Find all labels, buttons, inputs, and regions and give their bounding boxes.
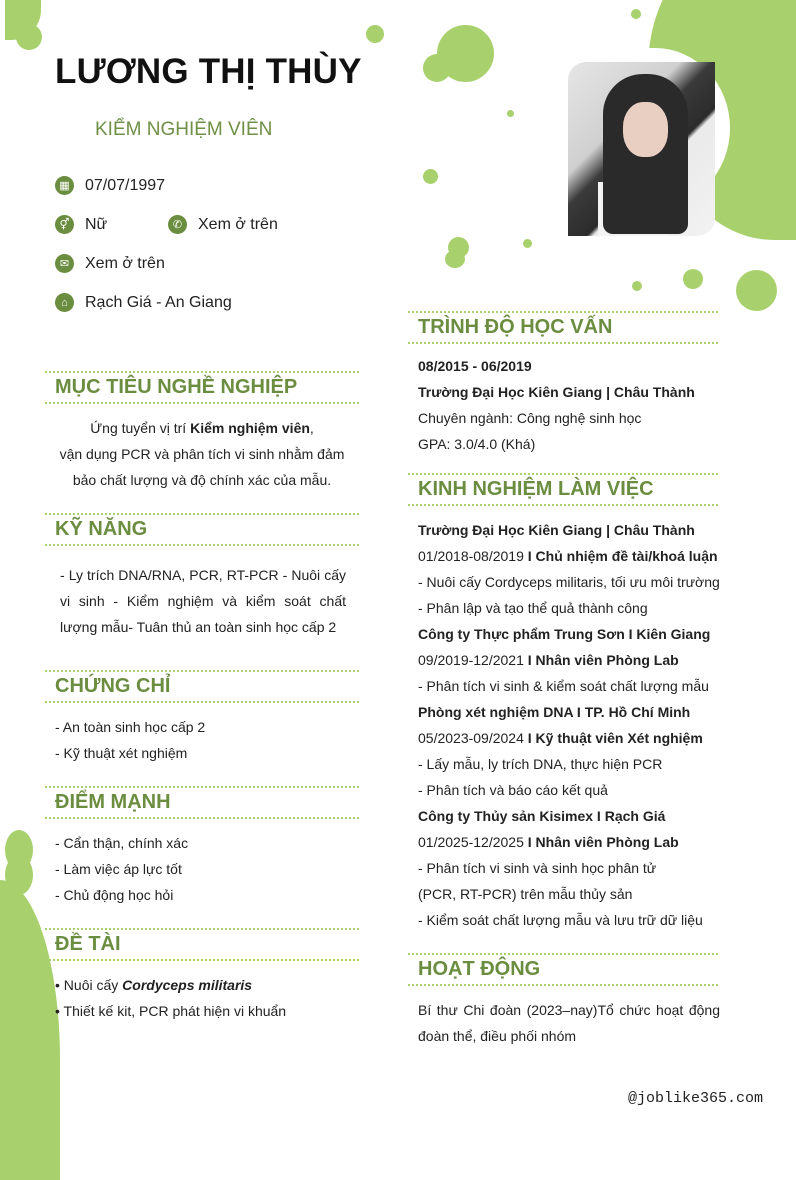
phone-icon: ✆ xyxy=(168,215,187,234)
decor-blob xyxy=(5,855,33,895)
section-title-education: TRÌNH ĐỘ HỌC VẤN xyxy=(408,311,718,344)
section-title-experience: KINH NGHIỆM LÀM VIỆC xyxy=(408,473,718,506)
activities-text: Bí thư Chi đoàn (2023–nay)Tổ chức hoạt động đoàn thể, điều phối nhóm xyxy=(418,1002,720,1044)
decor-circle xyxy=(736,270,777,311)
decor-blob xyxy=(16,24,42,50)
section-title-skills: KỸ NĂNG xyxy=(45,513,359,546)
candidate-name: LƯƠNG THỊ THÙY xyxy=(55,52,362,91)
decor-dot xyxy=(366,25,384,43)
decor-dot xyxy=(445,250,465,268)
section-title-strengths: ĐIỂM MẠNH xyxy=(45,786,359,819)
projects-list xyxy=(55,972,286,1024)
profile-photo xyxy=(568,62,715,236)
section-title-activities: HOẠT ĐỘNG xyxy=(408,953,718,986)
certificates-list xyxy=(55,714,205,766)
strengths-list xyxy=(55,830,188,908)
decor-dot xyxy=(683,269,703,289)
contact-birthday: ▦ 07/07/1997 xyxy=(55,176,165,195)
contact-email: ✉ Xem ở trên xyxy=(55,254,165,273)
job-title: KIỂM NGHIỆM VIÊN xyxy=(95,119,273,140)
calendar-icon: ▦ xyxy=(55,176,74,195)
list-item: - Làm việc áp lực tốt xyxy=(55,861,182,877)
envelope-icon: ✉ xyxy=(55,254,74,273)
education-block: 08/2015 - 06/2019 Trường Đại Học Kiên Giang | Châu Thành Chuyên ngành: Công nghệ sinh học GPA: 3.0/4.0 (Khá) xyxy=(418,358,695,452)
list-item: - Chủ động học hỏi xyxy=(55,887,174,903)
contact-address: ⌂ Rạch Giá - An Giang xyxy=(55,293,232,312)
contact-gender: ⚥ Nữ xyxy=(55,215,107,234)
decor-circle xyxy=(423,54,451,82)
section-title-certificates: CHỨNG CHỈ xyxy=(45,670,359,703)
objective-text: Ứng tuyển vị trí Kiểm nghiệm viên, vận dụng PCR và phân tích vi sinh nhằm đảm bảo chất lượng và độ chính xác của mẫu. xyxy=(59,420,345,488)
section-title-objective: MỤC TIÊU NGHỀ NGHIỆP xyxy=(45,371,359,404)
decor-dot xyxy=(631,9,641,19)
list-item: • Thiết kế kit, PCR phát hiện vi khuẩn xyxy=(55,1003,287,1019)
home-icon: ⌂ xyxy=(55,293,74,312)
decor-dot xyxy=(507,110,514,117)
contact-phone: ✆ Xem ở trên xyxy=(168,215,278,234)
list-item: • Nuôi cấy Cordyceps militaris xyxy=(55,977,253,993)
list-item: - Kỹ thuật xét nghiệm xyxy=(55,745,188,761)
experience-block: Trường Đại Học Kiên Giang | Châu Thành 01/2018-08/2019 I Chủ nhiệm đề tài/khoá luận - Nuôi cấy Cordyceps militaris, tối ưu môi trường - Phân lập và tạo thể quả thành công Công ty Thực phẩm Trung Sơn I Kiên Giang 09/2019-12/2021 I Nhân viên Phòng Lab - Phân tích vi sinh & kiểm soát chất lượng mẫu Phòng xét nghiệm DNA I TP. Hồ Chí Minh 05/2023-09/2024 I Kỹ thuật viên Xét nghiệm - Lấy mẫu, ly trích DNA, thực hiện PCR - Phân tích và báo cáo kết quả Công ty Thủy sản Kisimex I Rạch Giá 01/2025-12/2025 I Nhân viên Phòng Lab - Phân tích vi sinh và sinh học phân tử (PCR, RT-PCR) trên mẫu thủy sản - Kiểm soát chất lượng mẫu và lưu trữ dữ liệu xyxy=(418,522,720,928)
section-title-projects: ĐỀ TÀI xyxy=(45,928,359,961)
gender-icon: ⚥ xyxy=(55,215,74,234)
skills-text: - Ly trích DNA/RNA, PCR, RT-PCR - Nuôi cấy vi sinh - Kiểm nghiệm và kiểm soát chất lượng mẫu- Tuân thủ an toàn sinh học cấp 2 xyxy=(60,567,346,635)
decor-dot xyxy=(523,239,532,248)
list-item: - Cẩn thận, chính xác xyxy=(55,835,189,851)
decor-dot xyxy=(632,281,642,291)
watermark: @joblike365.com xyxy=(627,1090,763,1107)
list-item: - An toàn sinh học cấp 2 xyxy=(55,719,206,735)
decor-wave-bottom-left xyxy=(0,880,60,1180)
decor-dot xyxy=(423,169,438,184)
